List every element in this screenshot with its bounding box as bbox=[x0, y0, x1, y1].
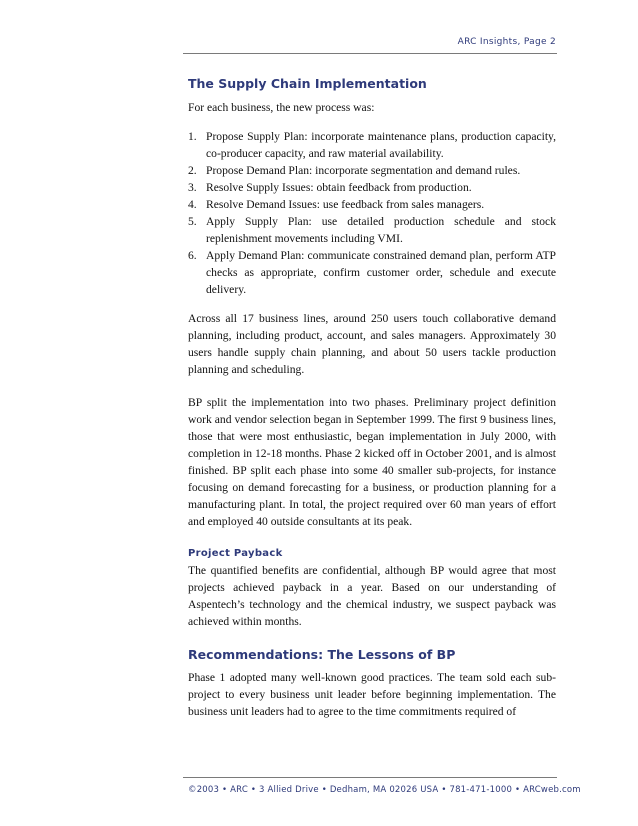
list-item-text: Propose Supply Plan: incorporate maintenance plans, production capacity, co-producer capacity, and raw material availability. bbox=[206, 130, 556, 160]
intro-text: For each business, the new process was: bbox=[188, 101, 375, 114]
list-item bbox=[188, 162, 556, 179]
paragraph-payback: The quantified benefits are confidential, although BP would agree that most projects achieved payback in a year. Based on our understanding of Aspentech’s technology and the chemical industry, we suspect payback was achieved within months. bbox=[188, 564, 556, 628]
list-item-number: 4. bbox=[188, 198, 197, 211]
paragraph-recommendations: Phase 1 adopted many well-known good practices. The team sold each sub-project to every business unit leader before beginning implementation. The business unit leaders had to agree to the time commitments required of bbox=[188, 671, 556, 718]
list-item-number: 1. bbox=[188, 130, 197, 143]
list-item bbox=[188, 247, 556, 298]
list-item-text: Resolve Demand Issues: use feedback from sales managers. bbox=[206, 198, 485, 211]
list-item bbox=[188, 179, 556, 196]
section-title-recommendations: Recommendations: The Lessons of BP bbox=[188, 647, 456, 662]
page-content bbox=[188, 75, 556, 720]
process-steps-list bbox=[188, 128, 556, 298]
section-title-supply-chain: The Supply Chain Implementation bbox=[188, 76, 427, 91]
page-footer: ©2003 • ARC • 3 Allied Drive • Dedham, MA 02026 USA • 781-471-1000 • ARCweb.com bbox=[188, 785, 581, 795]
list-item-number: 2. bbox=[188, 164, 197, 177]
header-rule bbox=[183, 53, 557, 54]
list-item bbox=[188, 213, 556, 247]
list-item-number: 3. bbox=[188, 181, 197, 194]
list-item-number: 6. bbox=[188, 249, 197, 262]
list-item-text: Propose Demand Plan: incorporate segmentation and demand rules. bbox=[206, 164, 521, 177]
list-item-number: 5. bbox=[188, 215, 197, 228]
paragraph-users: Across all 17 business lines, around 250 users touch collaborative demand planning, including product, account, and sales managers. Approximately 30 users handle supply chain planning, and about 50 users tackle production planning and scheduling. bbox=[188, 312, 556, 376]
paragraph-phases: BP split the implementation into two phases. Preliminary project definition work and vendor selection began in September 1999. The first 9 business lines, those that were most enthusiastic, began implementation in July 2000, with completion in 12-18 months. Phase 2 kicked off in October 2001, and is almost finished. BP split each phase into some 40 smaller sub-projects, for instance focusing on demand forecasting for a business, or production planning for a manufacturing plant. In total, the project required over 60 man years of effort and employed 40 outside consultants at its peak. bbox=[188, 396, 556, 528]
list-item bbox=[188, 196, 556, 213]
list-item bbox=[188, 128, 556, 162]
page-header: ARC Insights, Page 2 bbox=[457, 37, 556, 47]
list-item-text: Apply Demand Plan: communicate constrained demand plan, perform ATP checks as appropriate, confirm customer order, schedule and execute delivery. bbox=[206, 249, 556, 296]
footer-rule bbox=[183, 777, 557, 778]
list-item-text: Apply Supply Plan: use detailed production schedule and stock replenishment movements including VMI. bbox=[206, 215, 556, 245]
list-item-text: Resolve Supply Issues: obtain feedback from production. bbox=[206, 181, 472, 194]
section-title-payback: Project Payback bbox=[188, 548, 283, 559]
